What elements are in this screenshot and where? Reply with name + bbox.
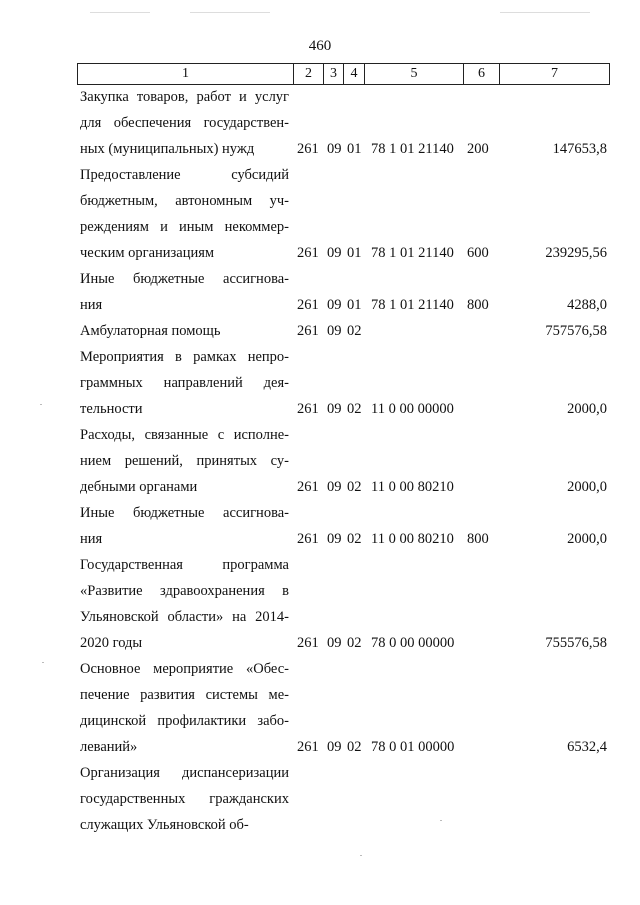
row-text-line: Закупка товаров, работ и услуг (80, 89, 289, 105)
table-header (77, 63, 610, 85)
row-value-c7: 6532,4 (567, 739, 607, 755)
row-text-line: служащих Ульяновской об- (80, 817, 249, 833)
row-value-c4: 01 (347, 245, 362, 261)
row-value-c7: 2000,0 (567, 401, 607, 417)
row-text-line: Основное мероприятие «Обес- (80, 661, 289, 677)
row-value-c3: 09 (327, 323, 342, 339)
row-text-line: Организация диспансеризации (80, 765, 289, 781)
row-value-c7: 2000,0 (567, 531, 607, 547)
row-text-line: ных (муниципальных) нужд (80, 141, 255, 157)
scan-speck (42, 662, 44, 663)
row-value-c2: 261 (297, 323, 319, 339)
row-value-c5: 11 0 00 00000 (371, 401, 454, 417)
header-col-7: 7 (499, 64, 610, 84)
row-value-c5: 78 0 01 00000 (371, 739, 455, 755)
header-col-6: 6 (463, 64, 499, 84)
row-text-line: ния (80, 531, 103, 547)
row-text-line: 2020 годы (80, 635, 143, 651)
scan-speck (190, 12, 270, 13)
row-value-c2: 261 (297, 401, 319, 417)
row-value-c3: 09 (327, 245, 342, 261)
row-value-c5: 78 1 01 21140 (371, 245, 454, 261)
row-value-c3: 09 (327, 141, 342, 157)
row-text-line: нием решений, принятых су- (80, 453, 289, 469)
row-text-line: дицинской профилактики забо- (80, 713, 289, 729)
row-value-c4: 02 (347, 479, 362, 495)
row-value-c6: 800 (467, 531, 489, 547)
scan-speck (500, 12, 590, 13)
row-value-c5: 11 0 00 80210 (371, 531, 454, 547)
row-value-c4: 02 (347, 323, 362, 339)
row-text-line: Государственная программа (80, 557, 289, 573)
scan-speck (360, 855, 362, 856)
row-text-line: «Развитие здравоохранения в (80, 583, 289, 599)
row-value-c4: 02 (347, 635, 362, 651)
row-text-line: ния (80, 297, 103, 313)
row-value-c7 (500, 812, 607, 838)
row-value-c4: 01 (347, 297, 362, 313)
row-value-c7: 239295,56 (545, 245, 607, 261)
row-text-line: бюджетным, автономным уч- (80, 193, 289, 209)
row-value-c5: 11 0 00 80210 (371, 479, 454, 495)
row-value-c6: 800 (467, 297, 489, 313)
row-text-line: Амбулаторная помощь (80, 323, 221, 339)
row-value-c2: 261 (297, 479, 319, 495)
row-text-line: реждениям и иным некоммер- (80, 219, 289, 235)
row-value-c4: 02 (347, 401, 362, 417)
row-text-line: леваний» (80, 739, 138, 755)
row-value-c5: 78 0 00 00000 (371, 635, 455, 651)
row-text-line: Иные бюджетные ассигнова- (80, 271, 289, 287)
row-text-line: Расходы, связанные с исполне- (80, 427, 289, 443)
header-col-2: 2 (293, 64, 323, 84)
row-value-c5: 78 1 01 21140 (371, 297, 454, 313)
header-col-4: 4 (343, 64, 364, 84)
row-value-c2: 261 (297, 635, 319, 651)
row-value-c3: 09 (327, 739, 342, 755)
row-value-c3: 09 (327, 401, 342, 417)
scan-speck (90, 12, 150, 13)
row-value-c6: 200 (467, 141, 489, 157)
header-col-5: 5 (364, 64, 463, 84)
row-value-c2: 261 (297, 297, 319, 313)
row-value-c2: 261 (297, 739, 319, 755)
row-value-c7: 755576,58 (545, 635, 607, 651)
row-text-line: Предоставление субсидий (80, 167, 289, 183)
row-value-c7: 147653,8 (552, 141, 607, 157)
scan-speck (440, 820, 442, 821)
row-text-line: Иные бюджетные ассигнова- (80, 505, 289, 521)
row-text-line: тельности (80, 401, 143, 417)
row-value-c4: 02 (347, 739, 362, 755)
row-text-line: государственных гражданских (80, 791, 289, 807)
row-value-c6: 600 (467, 245, 489, 261)
row-value-c2: 261 (297, 245, 319, 261)
row-text-line: ческим организациям (80, 245, 215, 261)
row-value-c3: 09 (327, 635, 342, 651)
row-text-line: дебными органами (80, 479, 198, 495)
row-text-line: для обеспечения государствен- (80, 115, 289, 131)
row-text-line: граммных направлений дея- (80, 375, 289, 391)
row-value-c2: 261 (297, 531, 319, 547)
row-value-c5: 78 1 01 21140 (371, 141, 454, 157)
row-text-line: Мероприятия в рамках непро- (80, 349, 289, 365)
row-value-c7: 2000,0 (567, 479, 607, 495)
row-value-c2: 261 (297, 141, 319, 157)
row-value-c7: 4288,0 (567, 297, 607, 313)
row-value-c7: 757576,58 (545, 323, 607, 339)
row-text-line: печение развития системы ме- (80, 687, 289, 703)
row-value-c4: 02 (347, 531, 362, 547)
scan-speck (40, 404, 42, 405)
header-col-1: 1 (77, 64, 293, 84)
row-text-line: Ульяновской области» на 2014- (80, 609, 289, 625)
page-number: 460 (308, 38, 332, 54)
header-col-3: 3 (323, 64, 343, 84)
row-value-c3: 09 (327, 531, 342, 547)
row-value-c3: 09 (327, 297, 342, 313)
row-value-c3: 09 (327, 479, 342, 495)
row-value-c4: 01 (347, 141, 362, 157)
